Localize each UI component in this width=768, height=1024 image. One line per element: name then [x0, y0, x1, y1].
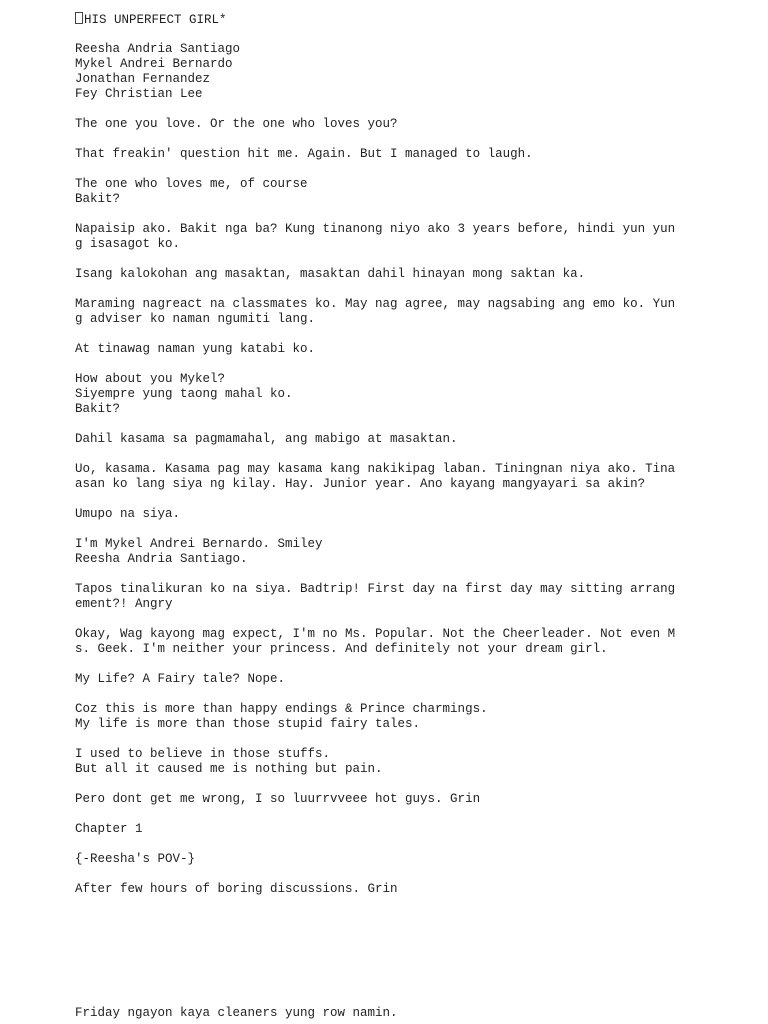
paragraph-line: I used to believe in those stuffs. [75, 747, 331, 761]
paragraph-line: Dahil kasama sa pagmamahal, ang mabigo at masaktan. [75, 432, 458, 446]
paragraph-line: After few hours of boring discussions. Grin [75, 882, 398, 896]
paragraph [75, 117, 755, 132]
paragraph-line: Isang kalokohan ang masaktan, masaktan dahil hinayan mong saktan ka. [75, 267, 586, 281]
paragraph-line: g adviser ko naman ngumiti lang. [75, 312, 316, 326]
paragraph-line: How about you Mykel? [75, 372, 226, 386]
paragraph [75, 702, 755, 732]
paragraph-line: At tinawag naman yung katabi ko. [75, 342, 316, 356]
paragraph-line: Pero dont get me wrong, I so luurrvveee hot guys. Grin [75, 792, 481, 806]
paragraph-line: The one who loves me, of course [75, 177, 308, 191]
cast-name: Reesha Andria Santiago [75, 42, 241, 56]
paragraph-line: {-Reesha's POV-} [75, 852, 196, 866]
cast-name: Mykel Andrei Bernardo [75, 57, 233, 71]
paragraph-line: Coz this is more than happy endings & Prince charmings. [75, 702, 488, 716]
paragraph [75, 222, 755, 252]
missing-glyph-icon [75, 12, 83, 24]
paragraph [75, 267, 755, 282]
paragraph-line: But all it caused me is nothing but pain. [75, 762, 383, 776]
paragraph [75, 792, 755, 807]
paragraph [75, 852, 755, 867]
paragraph-line: Siyempre yung taong mahal ko. [75, 387, 293, 401]
cast-list [75, 42, 755, 102]
paragraph [75, 507, 755, 522]
paragraph-line: I'm Mykel Andrei Bernardo. Smiley [75, 537, 323, 551]
paragraph-line: Chapter 1 [75, 822, 143, 836]
paragraph-line: The one you love. Or the one who loves you? [75, 117, 398, 131]
paragraph-line: Okay, Wag kayong mag expect, I'm no Ms. Popular. Not the Cheerleader. Not even M [75, 627, 676, 641]
paragraph [75, 672, 755, 687]
story-paragraphs [75, 117, 755, 897]
paragraph [75, 342, 755, 357]
paragraph [75, 372, 755, 417]
paragraph-line: Bakit? [75, 402, 121, 416]
paragraph-line: asan ko lang siya ng kilay. Hay. Junior year. Ano kayang mangyayari sa akin? [75, 477, 646, 491]
paragraph-line: That freakin' question hit me. Again. But I managed to laugh. [75, 147, 533, 161]
final-line: Friday ngayon kaya cleaners yung row namin. [75, 1006, 398, 1020]
paragraph [75, 582, 755, 612]
paragraph-line: Bakit? [75, 192, 121, 206]
paragraph [75, 177, 755, 207]
paragraph [75, 822, 755, 837]
paragraph [75, 432, 755, 447]
paragraph [75, 747, 755, 777]
title-block [75, 12, 755, 27]
document-title-text: HIS UNPERFECT GIRL* [84, 13, 227, 27]
paragraph [75, 627, 755, 657]
paragraph-line: My life is more than those stupid fairy tales. [75, 717, 421, 731]
paragraph-line: My Life? A Fairy tale? Nope. [75, 672, 286, 686]
paragraph [75, 882, 755, 897]
paragraph-line: Tapos tinalikuran ko na siya. Badtrip! First day na first day may sitting arrang [75, 582, 676, 596]
paragraph [75, 147, 755, 162]
paragraph-line: Napaisip ako. Bakit nga ba? Kung tinanong niyo ako 3 years before, hindi yun yun [75, 222, 676, 236]
paragraph-line: s. Geek. I'm neither your princess. And definitely not your dream girl. [75, 642, 608, 656]
document-title [75, 12, 755, 27]
cast-name: Fey Christian Lee [75, 87, 203, 101]
paragraph-line: Uo, kasama. Kasama pag may kasama kang nakikipag laban. Tiningnan niya ako. Tina [75, 462, 676, 476]
cast-name: Jonathan Fernandez [75, 72, 211, 86]
paragraph [75, 537, 755, 567]
paragraph [75, 462, 755, 492]
paragraph-line: Umupo na siya. [75, 507, 181, 521]
paragraph-line: ement?! Angry [75, 597, 173, 611]
paragraph-line: Reesha Andria Santiago. [75, 552, 248, 566]
document-body [75, 12, 755, 912]
paragraph-line: g isasagot ko. [75, 237, 181, 251]
paragraph-line: Maraming nagreact na classmates ko. May nag agree, may nagsabing ang emo ko. Yun [75, 297, 676, 311]
paragraph [75, 297, 755, 327]
